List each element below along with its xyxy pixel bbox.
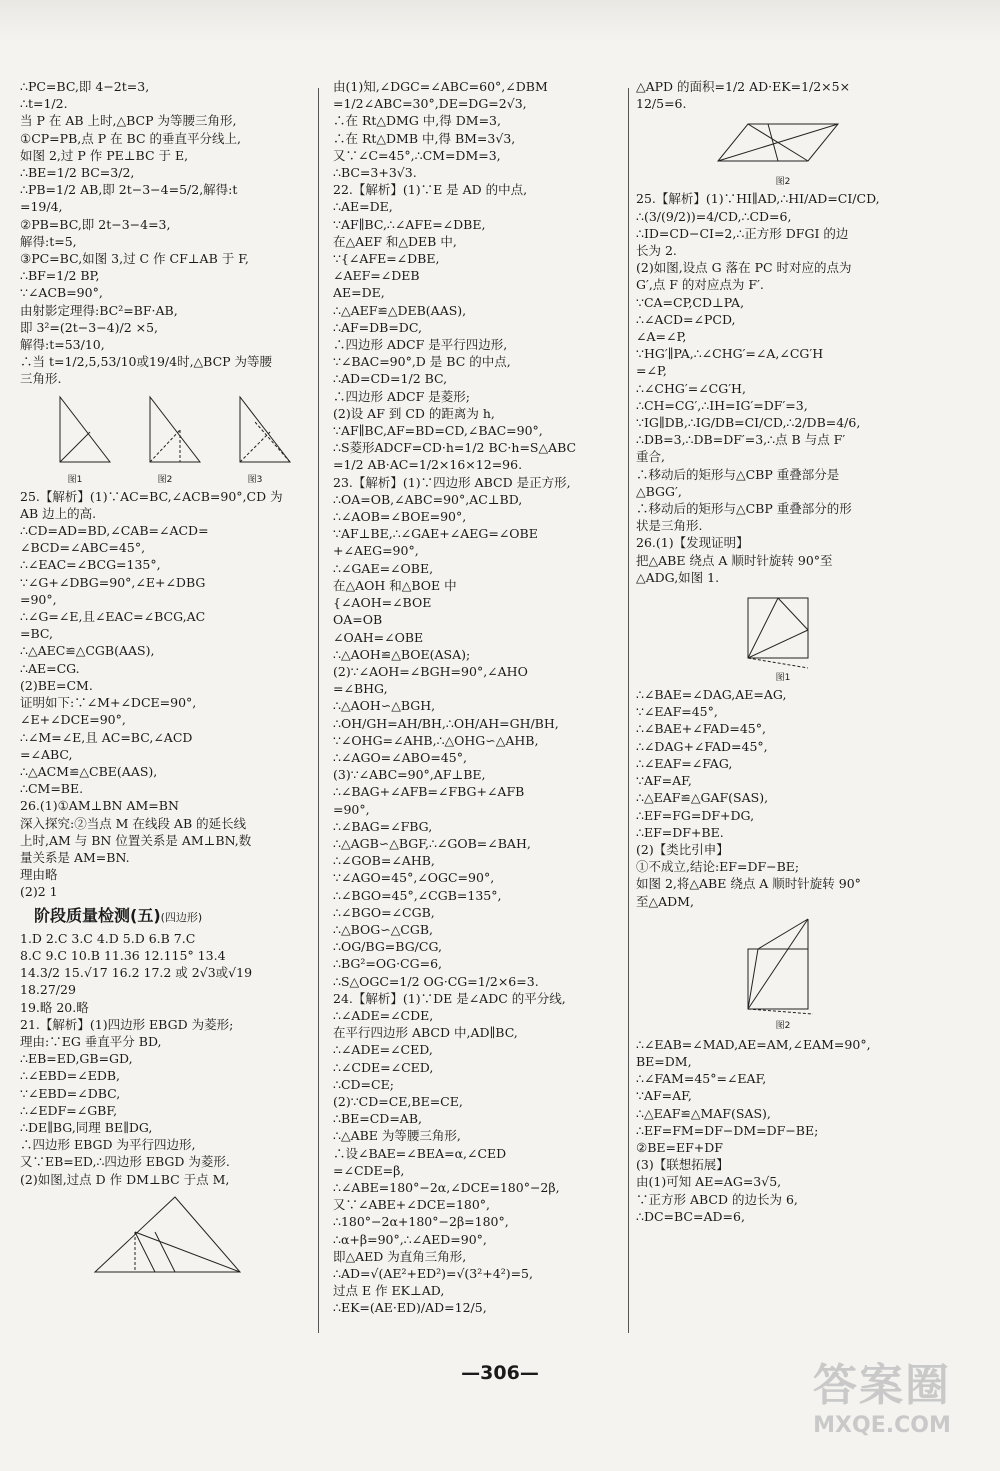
- watermark-line-2: MXQE.COM: [813, 1413, 951, 1438]
- text-line: 当 P 在 AB 上时,△BCP 为等腰三角形,: [20, 113, 237, 129]
- text-line: ∴DB=3,∴DB=DF′=3,∴点 B 与点 F′: [636, 432, 846, 448]
- text-line: ∴S△OGC=1/2 OG·CG=1/2×6=3.: [333, 973, 539, 989]
- text-line: 又∵EB=ED,∴四边形 EBGD 为菱形.: [20, 1154, 230, 1170]
- text-line: 18.27/29: [20, 982, 76, 998]
- fig-caption-3: 图3: [247, 474, 263, 485]
- text-line: ∴OG/BG=BG/CG,: [333, 939, 442, 955]
- text-line: ∴EF=FG=DF+DG,: [636, 807, 755, 823]
- text-line: ∵∠AGO=45°,∠OGC=90°,: [333, 870, 495, 886]
- watermark-line-1: 答案圈: [813, 1360, 951, 1411]
- text-line: ②BE=EF+DF: [636, 1139, 723, 1155]
- text-line: ∴四边形 ADCF 是菱形;: [333, 388, 470, 404]
- text-line: 1.D 2.C 3.C 4.D 5.D 6.B 7.C: [20, 930, 196, 946]
- text-line: ∴DE∥BG,同理 BE∥DG,: [20, 1119, 153, 1135]
- text-line: 21.【解析】(1)四边形 EBGD 为菱形;: [20, 1016, 234, 1032]
- text-line: ∴∠AGO=∠ABO=45°,: [333, 749, 467, 765]
- text-line: ∴∠FAM=45°=∠EAF,: [636, 1071, 767, 1087]
- text-line: ∴BE=1/2 BC=3/2,: [20, 165, 135, 181]
- fig-caption-1: 图1: [67, 474, 83, 485]
- text-line: 理由:∵EG 垂直平分 BD,: [20, 1033, 162, 1049]
- text-line: 在△AOH 和△BOE 中: [333, 577, 457, 593]
- text-line: 22.【解析】(1)∵E 是 AD 的中点,: [333, 182, 528, 198]
- text-line: =∠CDE=β,: [333, 1162, 405, 1178]
- text-line: ∴∠BAG+∠AFB=∠FBG+∠AFB: [333, 784, 525, 800]
- text-line: ∴四边形 ADCF 是平行四边形,: [333, 337, 508, 353]
- text-line: =19/4,: [20, 199, 63, 215]
- text-line: ∴EF=FM=DF−DM=DF−BE;: [636, 1122, 819, 1138]
- text-line: ∵∠EAF=45°,: [636, 704, 718, 720]
- column-1: [20, 78, 310, 1328]
- text-line: ∴∠BAG=∠FBG,: [333, 818, 433, 834]
- text-line: 又∵∠C=45°,∴CM=DM=3,: [333, 147, 501, 163]
- text-line: ∴四边形 EBGD 为平行四边形,: [20, 1137, 196, 1153]
- text-line: G′,点 F 的对应点为 F′.: [636, 277, 764, 293]
- page-number: —306—: [461, 1362, 539, 1384]
- text-line: +∠AEG=90°,: [333, 543, 419, 559]
- text-line: ∴∠BGO=∠CGB,: [333, 904, 435, 920]
- text-line: ∠OAH=∠OBE: [333, 629, 424, 645]
- text-line: ∴180°−2α+180°−2β=180°,: [333, 1214, 509, 1230]
- text-line: ∴t=1/2.: [20, 96, 68, 112]
- text-line: ∴AD=√(AE²+ED²)=√(3²+4²)=5,: [333, 1266, 533, 1282]
- text-line: ②PB=BC,即 2t−3−4=3,: [20, 216, 171, 232]
- figure-square-1: [728, 590, 838, 682]
- text-line: ∴∠EAF=∠FAG,: [636, 755, 733, 771]
- text-line: ∴∠EBD=∠EDB,: [20, 1068, 121, 1084]
- text-line: 又∵∠ABE+∠DCE=180°,: [333, 1197, 491, 1213]
- text-line: 由射影定理得:BC²=BF·AB,: [20, 302, 178, 318]
- figure-rhombus: [75, 1192, 255, 1282]
- text-line: 过点 E 作 EK⊥AD,: [333, 1283, 445, 1299]
- text-line: ∴△AEC≌△CGB(AAS),: [20, 643, 155, 659]
- text-line: 上时,AM 与 BN 位置关系是 AM⊥BN,数: [20, 832, 252, 848]
- text-line: 24.【解析】(1)∵DE 是∠ADC 的平分线,: [333, 990, 566, 1006]
- text-line: =∠ABC,: [20, 746, 73, 762]
- square-figure-2: [728, 914, 838, 1018]
- figure-square-2: [728, 914, 838, 1032]
- column-2: [333, 78, 625, 1328]
- text-line: ∴∠M=∠E,且 AC=BC,∠ACD: [20, 729, 193, 745]
- text-line: ∴∠DAG+∠FAD=45°,: [636, 738, 768, 754]
- text-line: AE=DE,: [333, 285, 385, 301]
- text-line: ∵∠BAC=90°,D 是 BC 的中点,: [333, 354, 511, 370]
- text-line: △APD 的面积=1/2 AD·EK=1/2×5×: [636, 79, 851, 94]
- square-figure-1: [728, 590, 838, 670]
- watermark-logo: [782, 1349, 982, 1459]
- text-line: ∵HG′∥PA,∴∠CHG′=∠A,∠CG′H: [636, 346, 824, 362]
- figure-set-1: [30, 392, 300, 484]
- top-scan-band: [0, 0, 1000, 40]
- text-line: ∴CM=BE.: [20, 781, 84, 797]
- text-line: ∴DC=BC=AD=6,: [636, 1208, 745, 1224]
- text-line: ∴∠GOB=∠AHB,: [333, 853, 435, 869]
- text-line: 在平行四边形 ABCD 中,AD∥BC,: [333, 1025, 518, 1041]
- text-line: ∴∠BGO=45°,∠CGB=135°,: [333, 887, 502, 903]
- text-line: ∴EF=DF+BE.: [636, 824, 724, 840]
- text-line: (2)如图,设点 G 落在 PC 时对应的点为: [636, 260, 852, 276]
- text-line: ∴(3/(9/2))=4/CD,∴CD=6,: [636, 208, 792, 224]
- text-line: ①不成立,结论:EF=DF−BE;: [636, 859, 800, 875]
- text-line: 重合,: [636, 449, 665, 465]
- parallelogram-figure: [708, 116, 858, 174]
- text-line: 25.【解析】(1)∵AC=BC,∠ACB=90°,CD 为: [20, 488, 283, 504]
- text-line: ∵AF∥BC,∴∠AFE=∠DBE,: [333, 216, 486, 232]
- text-line: ∴△EAF≌△MAF(SAS),: [636, 1105, 771, 1121]
- text-line: ∴△EAF≌△GAF(SAS),: [636, 790, 769, 806]
- text-line: 由(1)可知 AE=AG=3√5,: [636, 1174, 782, 1190]
- text-line: ∵AF∥BC,AF=BD=CD,∠BAC=90°,: [333, 423, 543, 439]
- text-line: ∴AF=DB=DC,: [333, 319, 422, 335]
- text-line: ∵AF⊥BE,∴∠GAE+∠AEG=∠OBE: [333, 526, 538, 542]
- text-line: (3)∵∠ABC=90°,AF⊥BE,: [333, 767, 486, 783]
- text-line: △ADG,如图 1.: [636, 569, 720, 585]
- text-line: ∴∠CDE=∠CED,: [333, 1059, 434, 1075]
- text-line: ∠BCD=∠ABC=45°,: [20, 540, 146, 556]
- text-line: 理由略: [20, 867, 58, 883]
- rhombus-figure: [75, 1192, 255, 1282]
- fig-caption-square-1: 图1: [775, 673, 791, 684]
- text-line: ∴BF=1/2 BP,: [20, 268, 100, 284]
- text-line: ∵∠EBD=∠DBC,: [20, 1085, 121, 1101]
- text-line: ∴在 Rt△DMG 中,得 DM=3,: [333, 113, 501, 129]
- text-line: OA=OB: [333, 612, 383, 628]
- column-divider-1: [318, 88, 319, 1333]
- text-line: =90°,: [20, 591, 57, 607]
- text-line: ∴∠GAE=∠OBE,: [333, 560, 434, 576]
- column-divider-2: [628, 88, 629, 1333]
- text-line: 即△AED 为直角三角形,: [333, 1248, 467, 1264]
- section-title-text: 阶段质量检测(五): [34, 905, 161, 925]
- text-line: ∴∠BAE=∠DAG,AE=AG,: [636, 687, 787, 703]
- text-line: ∴BC=3+3√3.: [333, 165, 417, 181]
- text-line: =1/2∠ABC=30°,DE=DG=2√3,: [333, 96, 527, 112]
- text-line: {∠AOH=∠BOE: [333, 595, 432, 611]
- text-line: ∴BG²=OG·CG=6,: [333, 956, 442, 972]
- figure-parallelogram: [708, 116, 858, 186]
- text-line: ∴∠EAC=∠BCG=135°,: [20, 557, 161, 573]
- text-line: ∵∠ACB=90°,: [20, 285, 103, 301]
- text-line: ∴∠CHG′=∠CG′H,: [636, 380, 746, 396]
- text-line: 25.【解析】(1)∵HI∥AD,∴HI/AD=CI/CD,: [636, 191, 880, 207]
- text-line: 解得:t=5,: [20, 233, 77, 249]
- text-line: 23.【解析】(1)∵四边形 ABCD 是正方形,: [333, 474, 571, 490]
- text-line: =BC,: [20, 626, 53, 642]
- text-line: ∴AE=CG.: [20, 660, 80, 676]
- text-line: ∵CA=CP,CD⊥PA,: [636, 294, 745, 310]
- text-line: ∠AEF=∠DEB: [333, 268, 420, 284]
- text-line: ∵AF=AF,: [636, 1088, 692, 1104]
- text-line: ∴CH=CG′,∴IH=IG′=DF′=3,: [636, 397, 808, 413]
- text-line: AB 边上的高.: [20, 505, 97, 521]
- text-line: (2)BE=CM.: [20, 677, 93, 693]
- text-line: ∴△BOG∽△CGB,: [333, 921, 434, 937]
- text-line: ∴PB=1/2 AB,即 2t−3−4=5/2,解得:t: [20, 182, 238, 198]
- text-line: 如图 2,过 P 作 PE⊥BC 于 E,: [20, 147, 189, 163]
- text-line: △BGG′,: [636, 483, 682, 499]
- text-line: (2)如图,过点 D 作 DM⊥BC 于点 M,: [20, 1171, 230, 1187]
- text-line: ∵AF=AF,: [636, 773, 692, 789]
- text-line: ∴当 t=1/2,5,53/10或19/4时,△BCP 为等腰: [20, 354, 273, 370]
- text-line: (2)【类比引申】: [636, 841, 729, 857]
- text-line: (2)∵CD=CE,BE=CE,: [333, 1093, 463, 1109]
- text-line: ∴BE=CD=AB,: [333, 1111, 422, 1127]
- text-line: 如图 2,将△ABE 绕点 A 顺时针旋转 90°: [636, 876, 861, 892]
- text-line: (2)设 AF 到 CD 的距离为 h,: [333, 405, 495, 421]
- text-line: ∴移动后的矩形与△CBP 重叠部分是: [636, 466, 840, 482]
- text-line: ∴α+β=90°,∴∠AED=90°,: [333, 1231, 487, 1247]
- text-line: ∴△AEF≌△DEB(AAS),: [333, 302, 467, 318]
- text-line: ∴∠ACD=∠PCD,: [636, 311, 736, 327]
- text-line: ∴△ABE 为等腰三角形,: [333, 1128, 461, 1144]
- text-line: ∵{∠AFE=∠DBE,: [333, 251, 440, 267]
- text-line: 长为 2.: [636, 243, 677, 259]
- text-line: ∴OA=OB,∠ABC=90°,AC⊥BD,: [333, 491, 523, 507]
- column-3: [636, 78, 930, 1328]
- section-title: [34, 907, 310, 926]
- text-line: ∴∠ABE=180°−2α,∠DCE=180°−2β,: [333, 1180, 560, 1195]
- text-line: ③PC=BC,如图 3,过 C 作 CF⊥AB 于 F,: [20, 251, 249, 267]
- text-line: ∴△AGB∽△BGF,∴∠GOB=∠BAH,: [333, 835, 531, 851]
- text-line: ∴∠G=∠E,且∠EAC=∠BCG,AC: [20, 609, 206, 625]
- text-line: ∴∠ADE=∠CED,: [333, 1042, 433, 1058]
- text-line: 三角形.: [20, 371, 62, 387]
- text-line: ∴△ACM≌△CBE(AAS),: [20, 763, 158, 779]
- text-line: ∴AE=DE,: [333, 199, 393, 215]
- text-line: ∴∠EAB=∠MAD,AE=AM,∠EAM=90°,: [636, 1036, 871, 1052]
- triangle-figures: [30, 392, 300, 472]
- text-line: 把△ABE 绕点 A 顺时针旋转 90°至: [636, 552, 833, 568]
- text-line: 深入探究:②当点 M 在线段 AB 的延长线: [20, 815, 247, 831]
- text-line: =90°,: [333, 801, 370, 817]
- text-line: ①CP=PB,点 P 在 BC 的垂直平分线上,: [20, 130, 241, 146]
- text-line: =1/2 AB·AC=1/2×16×12=96.: [333, 457, 523, 473]
- text-line: ∴△AOH∽△BGH,: [333, 698, 436, 714]
- text-line: 至△ADM,: [636, 893, 694, 909]
- text-line: 26.(1)【发现证明】: [636, 535, 749, 551]
- text-line: ∠E+∠DCE=90°,: [20, 712, 126, 728]
- text-line: ∴OH/GH=AH/BH,∴OH/AH=GH/BH,: [333, 715, 559, 731]
- text-line: ∴EB=ED,GB=GD,: [20, 1051, 133, 1067]
- text-line: 量关系是 AM=BN.: [20, 849, 130, 865]
- text-line: ∴在 Rt△DMB 中,得 BM=3√3,: [333, 130, 516, 146]
- text-line: 解得:t=53/10,: [20, 337, 105, 353]
- text-line: 12/5=6.: [636, 96, 687, 112]
- text-line: 证明如下:∵∠M+∠DCE=90°,: [20, 695, 197, 711]
- text-line: 19.略 20.略: [20, 999, 89, 1015]
- text-line: ∵∠G+∠DBG=90°,∠E+∠DBG: [20, 574, 206, 590]
- text-line: ∴∠ADE=∠CDE,: [333, 1007, 434, 1023]
- section-subtitle: (四边形): [160, 910, 203, 924]
- text-line: =∠P,: [636, 363, 667, 379]
- fig-caption-parallelogram: 图2: [775, 177, 791, 188]
- text-line: ∴CD=CE;: [333, 1076, 394, 1092]
- text-line: ∴S菱形ADCF=CD·h=1/2 BC·h=S△ABC: [333, 440, 577, 456]
- text-line: (3)【联想拓展】: [636, 1157, 729, 1173]
- fig-caption-2: 图2: [157, 474, 173, 485]
- text-line: ∵IG∥DB,∴IG/DB=CI/CD,∴2/DB=4/6,: [636, 415, 861, 431]
- fig-caption-square-2: 图2: [775, 1020, 791, 1031]
- text-line: ∠A=∠P,: [636, 329, 687, 345]
- text-line: 26.(1)①AM⊥BN AM=BN: [20, 798, 179, 814]
- text-line: ∴AD=CD=1/2 BC,: [333, 371, 448, 387]
- text-line: 状是三角形.: [636, 518, 703, 534]
- text-line: ∴∠EDF=∠GBF,: [20, 1102, 118, 1118]
- text-line: 在△AEF 和△DEB 中,: [333, 233, 457, 249]
- text-line: 8.C 9.C 10.B 11.36 12.115° 13.4: [20, 947, 226, 963]
- text-line: ∴∠AOB=∠BOE=90°,: [333, 509, 467, 525]
- text-line: ∴△AOH≌△BOE(ASA);: [333, 646, 471, 662]
- text-line: ∴EK=(AE·ED)/AD=12/5,: [333, 1300, 487, 1316]
- text-line: ∵正方形 ABCD 的边长为 6,: [636, 1191, 798, 1207]
- text-line: 由(1)知,∠DGC=∠ABC=60°,∠DBM: [333, 79, 548, 94]
- text-line: (2)∵∠AOH=∠BGH=90°,∠AHO: [333, 663, 528, 679]
- text-line: ∴CD=AD=BD,∠CAB=∠ACD=: [20, 523, 209, 539]
- text-line: ∴移动后的矩形与△CBP 重叠部分的形: [636, 501, 852, 517]
- text-line: ∴设∠BAE=∠BEA=α,∠CED: [333, 1145, 507, 1161]
- text-line: BE=DM,: [636, 1053, 692, 1069]
- text-line: (2)2 1: [20, 884, 58, 900]
- text-line: ∵∠OHG=∠AHB,∴△OHG∽△AHB,: [333, 732, 539, 748]
- text-line: ∴PC=BC,即 4−2t=3,: [20, 79, 150, 94]
- text-line: ∴ID=CD−CI=2,∴正方形 DFGI 的边: [636, 225, 849, 241]
- text-line: 14.3/2 15.√17 16.2 17.2 或 2√3或√19: [20, 965, 253, 981]
- text-line: 即 3²=(2t−3−4)/2 ×5,: [20, 319, 159, 335]
- text-line: =∠BHG,: [333, 681, 388, 697]
- text-line: ∴∠BAE+∠FAD=45°,: [636, 721, 766, 737]
